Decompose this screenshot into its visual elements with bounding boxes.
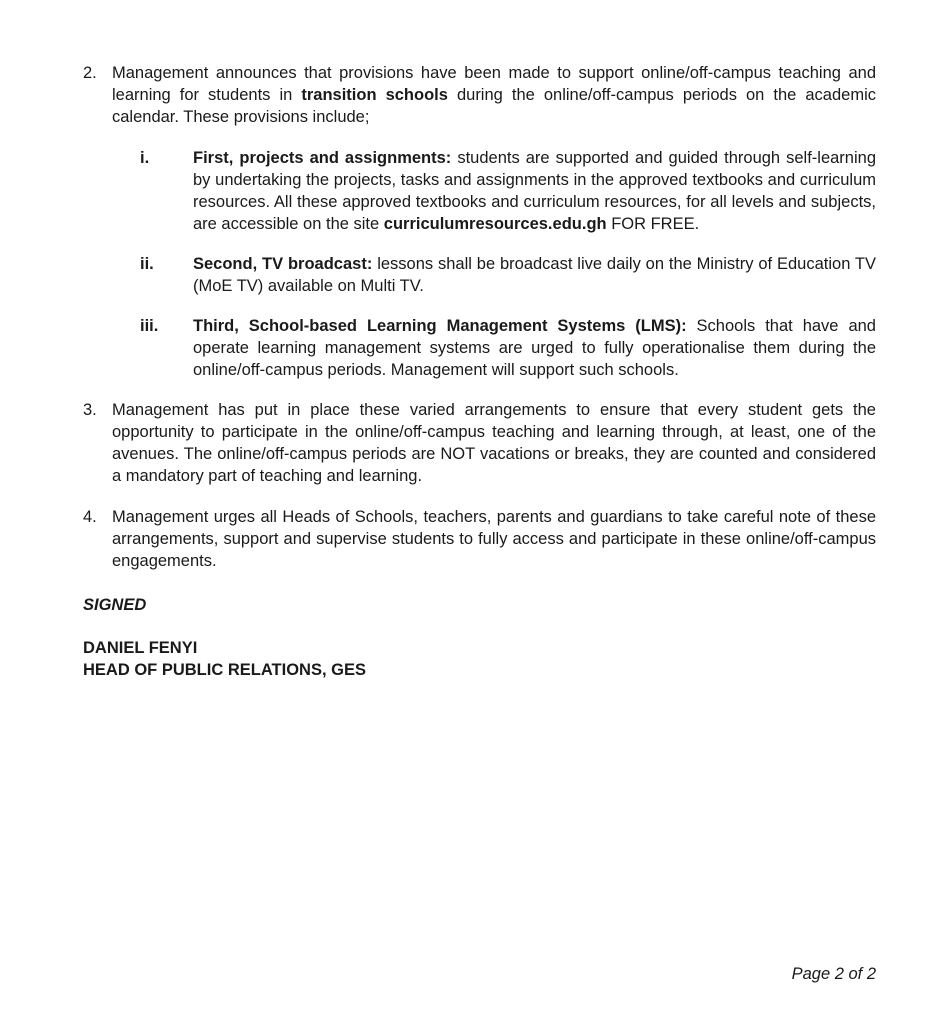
- provision-ii-number: ii.: [140, 255, 154, 273]
- provisions-list: [83, 147, 876, 381]
- item-3-number: 3.: [83, 401, 97, 419]
- provision-iii-number: iii.: [140, 317, 159, 335]
- signature-block: [83, 594, 876, 681]
- document-body: [83, 62, 876, 681]
- provision-i-text: First, projects and assignments: students are supported and guided through self-learning by undertaking the projects, tasks and assignments in the approved textbooks and curriculum resources. All these approved textbooks and curriculum resources, for all levels and subjects, are accessible on the site curriculumresources.edu.gh FOR FREE.: [193, 149, 876, 233]
- item-4-text: Management urges all Heads of Schools, teachers, parents and guardians to take careful note of these arrangements, support and supervise students to fully access and participate in these online/off-campus engagements.: [112, 508, 876, 570]
- provision-iii-text: Third, School-based Learning Management Systems (LMS): Schools that have and operate learning management systems are urged to fully operationalise them during the online/off-campus periods. Management will support such schools.: [193, 317, 876, 379]
- provision-item-ii: [140, 253, 876, 297]
- provision-item-i: [140, 147, 876, 235]
- item-2-number: 2.: [83, 64, 97, 82]
- provision-item-iii: [140, 315, 876, 381]
- numbered-item-4: [83, 506, 876, 572]
- provision-ii-text: Second, TV broadcast: lessons shall be broadcast live daily on the Ministry of Education TV (MoE TV) available on Multi TV.: [193, 255, 877, 295]
- item-4-number: 4.: [83, 508, 97, 526]
- numbered-item-3: [83, 399, 876, 487]
- item-3-text: Management has put in place these varied arrangements to ensure that every student gets the opportunity to participate in the online/off-campus teaching and learning through, at least, one of the avenues. The online/off-campus periods are NOT vacations or breaks, they are counted and considered a mandatory part of teaching and learning.: [112, 401, 876, 485]
- item-2-text: Management announces that provisions have been made to support online/off-campus teaching and learning for students in transition schools during the online/off-campus periods on the academic calendar. These provisions include;: [112, 64, 876, 126]
- page-number: Page 2 of 2: [791, 965, 876, 983]
- signed-label: SIGNED: [83, 596, 147, 614]
- signatory-name: DANIEL FENYI: [83, 639, 198, 657]
- signatory-title: HEAD OF PUBLIC RELATIONS, GES: [83, 661, 366, 679]
- numbered-item-2: [83, 62, 876, 128]
- provision-i-number: i.: [140, 149, 150, 167]
